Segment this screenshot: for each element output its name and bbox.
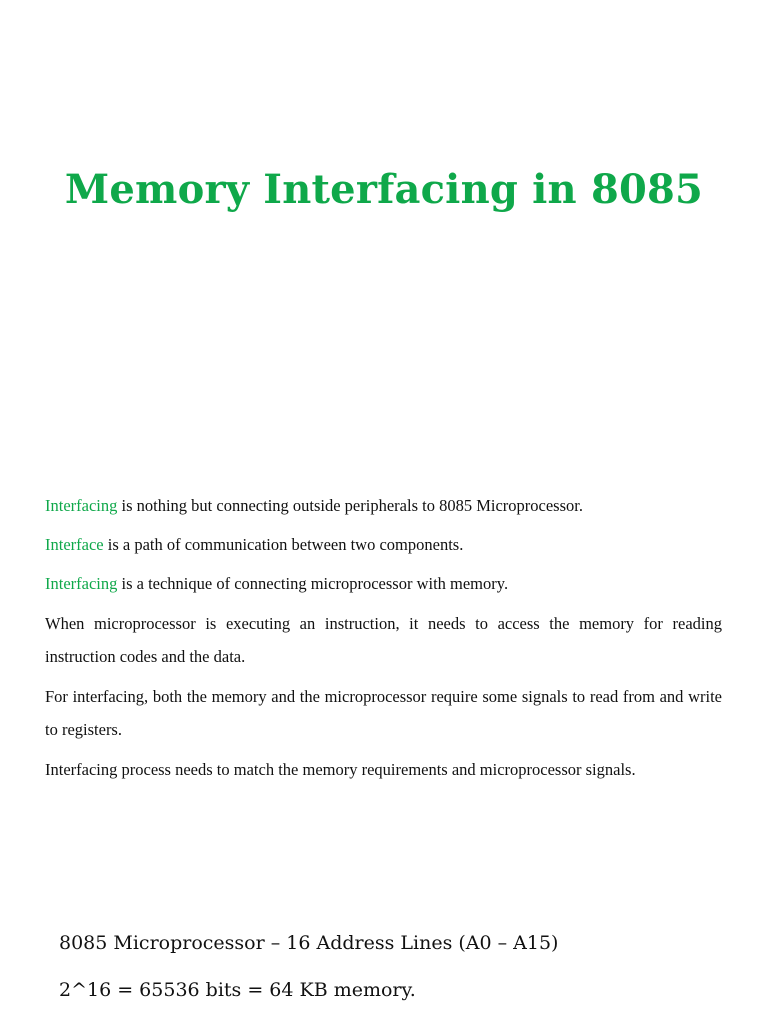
memory-facts <box>59 924 719 1018</box>
definition-text: is nothing but connecting outside peripherals to 8085 Microprocessor. <box>117 496 583 515</box>
address-lines-fact: 8085 Microprocessor – 16 Address Lines (A0 – A15) <box>59 932 559 954</box>
definition-text: is a technique of connecting microprocessor with memory. <box>117 574 509 593</box>
page-title: Memory Interfacing in 8085 <box>64 166 704 213</box>
paragraph-execution: When microprocessor is executing an instruction, it needs to access the memory for reading instruction codes and the data. <box>45 614 722 666</box>
highlight-term: Interfacing <box>45 496 118 515</box>
definition-interface <box>45 529 722 561</box>
definition-interfacing-technique <box>45 568 722 600</box>
paragraph-process: Interfacing process needs to match the memory requirements and microprocessor signals. <box>45 760 636 779</box>
memory-size-fact: 2^16 = 65536 bits = 64 KB memory. <box>59 979 416 1001</box>
paragraph-signals: For interfacing, both the memory and the microprocessor require some signals to read from and write to registers. <box>45 687 722 739</box>
definition-text: is a path of communication between two components. <box>103 535 464 554</box>
highlight-term: Interface <box>45 535 104 554</box>
highlight-term: Interfacing <box>45 574 118 593</box>
definitions-section <box>45 490 722 793</box>
definition-interfacing <box>45 490 722 522</box>
